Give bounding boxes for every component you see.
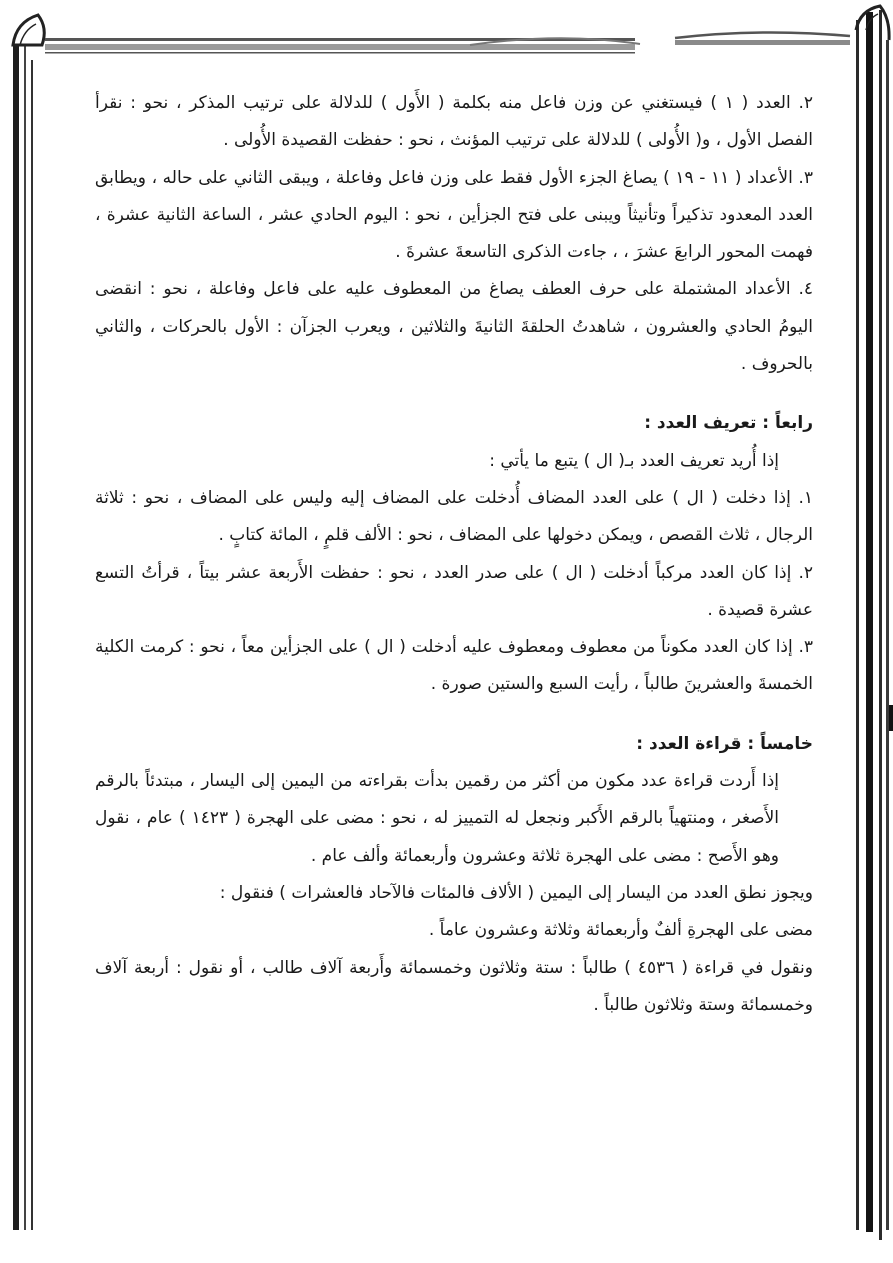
paragraph-item-3: ٣. الأعداد ( ١١ - ١٩ ) يصاغ الجزء الأول فقط على وزن فاعل وفاعلة ، ويبقى الثاني على حاله ، ويطابق العدد المعدود تذكيراً وتأنيثاً ويبنى على فتح الجزأين ، نحو : اليوم الحادي عشر ، الساعة الثانية عشرة ، فهمت المحور الرابعَ عشرَ ، ، جاءت الذكرى التاسعةَ عشرةَ . bbox=[95, 167, 813, 263]
spacer bbox=[95, 383, 813, 393]
section-heading-reading: خامساً : قراءة العدد : bbox=[636, 733, 813, 754]
rule-item-2: ٢. إذا كان العدد مركباً أدخلت ( ال ) على صدر العدد ، نحو : حفظت الأَربعة عشر بيتاً ، قرأتُ التسع عشرة قصيدة . bbox=[95, 562, 813, 620]
paragraph-item-2: ٢. العدد ( ١ ) فيستغني عن وزن فاعل منه بكلمة ( الأَول ) للدلالة على ترتيب المذكر ، نحو : نقرأ الفصل الأول ، و( الأُولى ) للدلالة على ترتيب المؤنث ، نحو : حفظت القصيدة الأُولى . bbox=[95, 93, 813, 151]
rule-item-1: ١. إذا دخلت ( ال ) على العدد المضاف أُدخلت على المضاف إليه وليس على المضاف ، نحو : ثلاثة الرجال ، ثلاث القصص ، ويمكن دخولها على المضاف ، نحو : الألف قلمٍ ، المائة كتابٍ . bbox=[95, 487, 813, 546]
intro-paragraph: إذا أُريد تعريف العدد بـ( ال ) يتبع ما يأتي : bbox=[489, 450, 779, 471]
section-heading-definition: رابعاً : تعريف العدد : bbox=[644, 413, 813, 434]
document-body bbox=[95, 85, 813, 1024]
rule-item-3: ٣. إذا كان العدد مكوناً من معطوف ومعطوف عليه أدخلت ( ال ) على الجزأين معاً ، نحو : كرمت الكلية الخمسةَ والعشرينَ طالباً ، رأيت السبع والستين صورة . bbox=[95, 637, 813, 695]
reading-example-2: ونقول في قراءة ( ٤٥٣٦ ) طالباً : ستة وثلاثون وخمسمائة وأَربعة آلاف طالب ، أو نقول : أربعة آلاف وخمسمائة وستة وثلاثون طالباً . bbox=[95, 957, 813, 1015]
reading-alt-paragraph: ويجوز نطق العدد من اليسار إلى اليمين ( الألاف فالمئات فالآحاد فالعشرات ) فنقول : bbox=[219, 882, 813, 903]
reading-paragraph: إذا أَردت قراءة عدد مكون من أكثر من رقمين بدأت بقراءته من اليمين إلى اليسار ، مبتدئاً بالرقم الأَصغر ، ومنتهياً بالرقم الأَكبر ونجعل له التمييز له ، نحو : مضى على الهجرة ( ١٤٢٣ ) عام ، نقول وهو الأَصح : مضى على الهجرة ثلاثة وعشرون وأربعمائة وألف عام . bbox=[95, 771, 779, 866]
spacer bbox=[95, 704, 813, 714]
paragraph-item-4: ٤. الأعداد المشتملة على حرف العطف يصاغ من المعطوف عليه على فاعل وفاعلة ، نحو : انقضى اليومُ الحادي والعشرون ، شاهدتُ الحلقةَ الثانيةَ والثلاثين ، ويعرب الجزآن : الأول بالحركات ، والثاني بالحروف . bbox=[95, 279, 813, 375]
reading-example: مضى على الهجرةِ ألفٌ وأربعمائة وثلاثة وعشرون عاماً . bbox=[428, 920, 813, 941]
